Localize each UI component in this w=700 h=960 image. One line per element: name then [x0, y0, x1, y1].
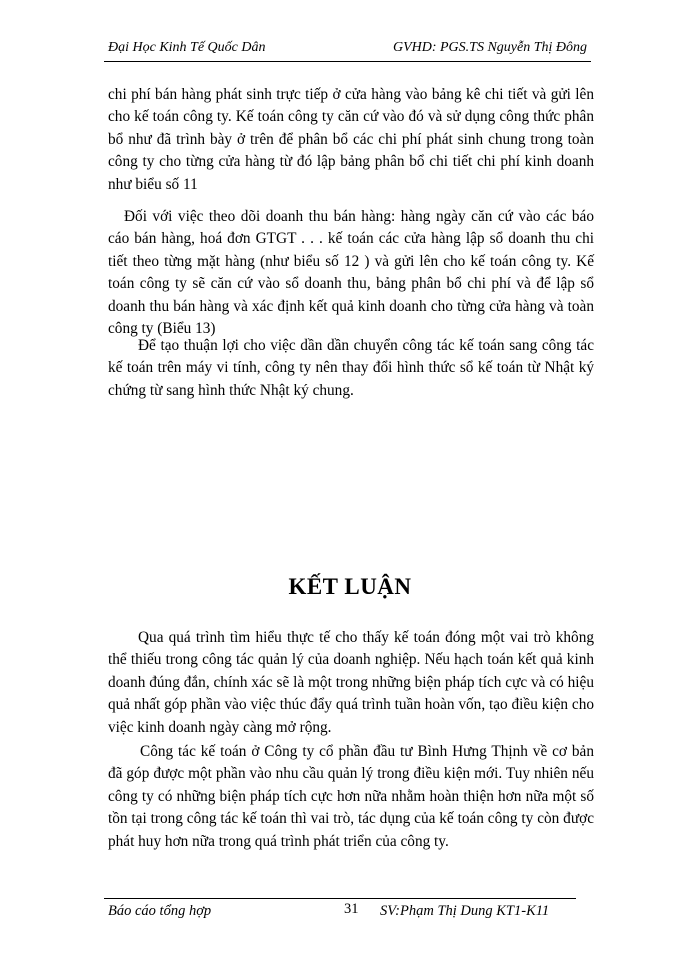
header-university: Đại Học Kinh Tế Quốc Dân: [108, 40, 266, 55]
page-footer: [108, 900, 588, 922]
paragraph-cost-allocation: chi phí bán hàng phát sinh trực tiếp ở cửa hàng vào bảng kê chi tiết và gửi lên cho kế toán công ty. Kế toán công ty căn cứ vào đó và sử dụng công thức phân bổ như đã trình bày ở trên để phân bổ các chi phí phát sinh chung trong toàn công ty cho từng cửa hàng từ đó lập bảng phân bổ chi tiết chi phí kinh doanh như biểu số 11: [108, 86, 594, 193]
footer-divider: [104, 898, 576, 899]
paragraph-accounting-software: Để tạo thuận lợi cho việc dần dần chuyển công tác kế toán sang công tác kế toán trên máy vi tính, công ty nên thay đổi hình thức sổ kế toán từ Nhật ký chứng từ sang hình thức Nhật ký chung.: [108, 337, 594, 399]
header-divider: [104, 61, 591, 62]
paragraph-conclusion-1: Qua quá trình tìm hiểu thực tế cho thấy kế toán đóng một vai trò không thể thiếu trong công tác quản lý của doanh nghiệp. Nếu hạch toán kết quả kinh doanh đúng đắn, chính xác sẽ là một trong những biện pháp tích cực và có hiệu quả nhất góp phần vào việc thúc đẩy quá trình tuần hoàn vốn, tạo điều kiện cho việc kinh doanh ngày càng mở rộng.: [108, 629, 594, 736]
footer-student: SV:Phạm Thị Dung KT1-K11: [380, 903, 550, 919]
paragraph-conclusion-2: Công tác kế toán ở Công ty cổ phần đầu tư Bình Hưng Thịnh về cơ bản đã góp được một phần vào nhu cầu quản lý trong điều kiện mới. Tuy nhiên nếu công ty có những biện pháp tích cực hơn nữa nhằm hoàn thiện hơn nữa một số tồn tại trong công tác kế toán thì vai trò, tác dụng của kế toán công ty còn được phát huy hơn nữa trong quá trình phát triển của công ty.: [108, 743, 594, 850]
page-header: [108, 38, 591, 62]
header-supervisor: GVHD: PGS.TS Nguyễn Thị Đông: [392, 40, 587, 55]
footer-report-title: Báo cáo tổng hợp: [108, 903, 212, 919]
section-title-conclusion: KẾT LUẬN: [288, 574, 412, 599]
page-number: 31: [344, 901, 359, 917]
paragraph-revenue-tracking: Đối với việc theo dõi doanh thu bán hàng: hàng ngày căn cứ vào các báo cáo bán hàng, hoá đơn GTGT . . . kế toán các cửa hàng lập sổ doanh thu chi tiết theo từng mặt hàng (như biểu số 12 ) và gửi lên cho kế toán công ty. Kế toán công ty sẽ căn cứ vào sổ doanh thu, bảng phân bổ chi phí và để lập sổ doanh thu bán hàng và xác định kết quả kinh doanh cho từng cửa hàng và toàn công ty (Biểu 13): [108, 208, 594, 338]
